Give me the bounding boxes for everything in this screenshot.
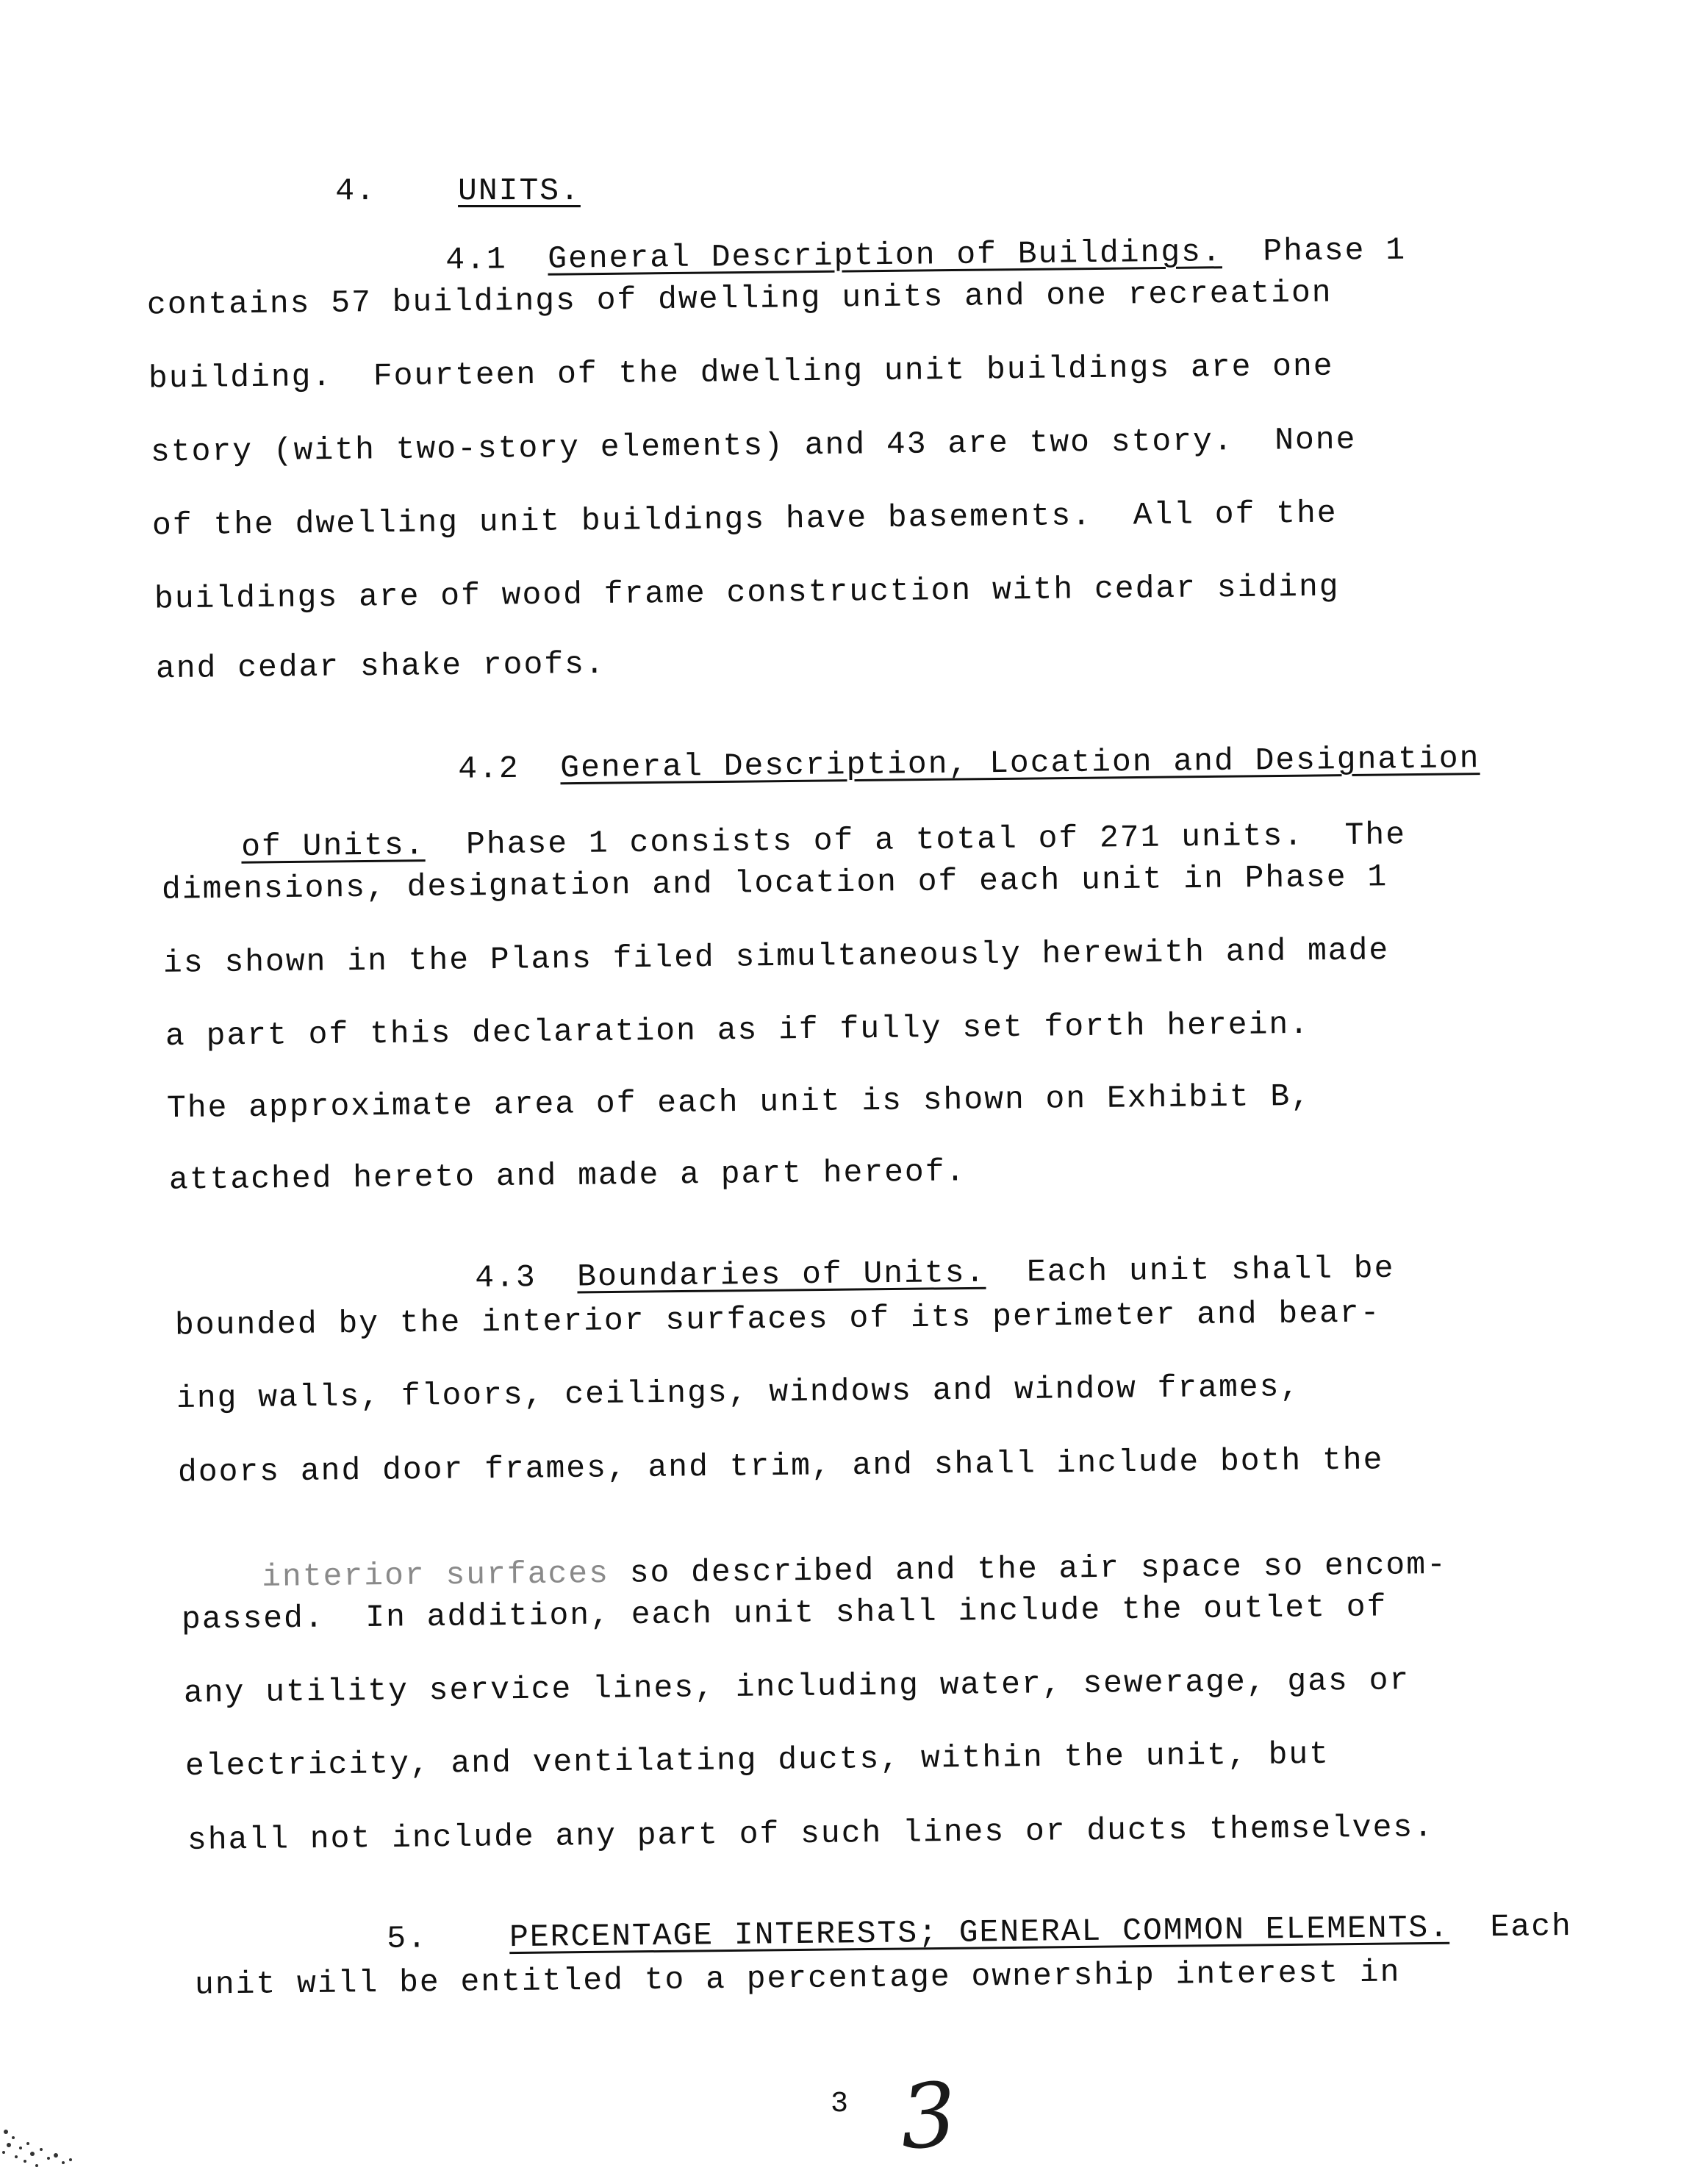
s42-second-tail: Phase 1 consists of a total of 271 units. The [425, 817, 1407, 864]
s42-title-part2: of Units. [241, 827, 426, 865]
paragraph-line: any utility service lines, including water, sewerage, gas or [183, 1662, 1410, 1711]
s42-title-part1: General Description, Location and Designation [560, 740, 1480, 787]
paragraph-line: The approximate area of each unit is shown on Exhibit B, [166, 1078, 1312, 1127]
paragraph-line: buildings are of wood frame construction with cedar siding [154, 568, 1340, 617]
s43-title: Boundaries of Units. [577, 1254, 986, 1295]
paragraph-line: building. Fourteen of the dwelling unit buildings are one [148, 348, 1334, 397]
faded-text: interior surfaces [262, 1555, 610, 1595]
section-5-title: PERCENTAGE INTERESTS; GENERAL COMMON ELEMENTS. [509, 1909, 1450, 1956]
paragraph-line: attached hereto and made a part hereof. [168, 1153, 967, 1198]
scan-smudge [0, 2117, 88, 2183]
paragraph-line: electricity, and ventilating ducts, within the unit, but [184, 1736, 1330, 1785]
paragraph-line: passed. In addition, each unit shall include the outlet of [181, 1589, 1388, 1638]
paragraph-line: is shown in the Plans filed simultaneously herewith and made [162, 932, 1390, 981]
s43-number: 4.3 [474, 1259, 537, 1296]
paragraph-line: a part of this declaration as if fully set forth herein. [165, 1006, 1311, 1055]
handwritten-page-number: 3 [897, 2063, 962, 2170]
section-5-first-tail: Each [1449, 1908, 1573, 1946]
paragraph-line: unit will be entitled to a percentage ownership interest in [194, 1954, 1401, 2003]
s41-number: 4.1 [445, 241, 507, 279]
paragraph-line: bounded by the interior surfaces of its perimeter and bear- [174, 1295, 1381, 1344]
paragraph-line: doors and door frames, and trim, and shall include both the [177, 1442, 1384, 1491]
s41-title: General Description of Buildings. [548, 234, 1223, 277]
section-4-number: 4. [335, 173, 376, 209]
paragraph-line: story (with two-story elements) and 43 are two story. None [150, 421, 1357, 470]
paragraph-line: contains 57 buildings of dwelling units and one recreation [146, 274, 1333, 323]
paragraph-line: dimensions, designation and location of each unit in Phase 1 [161, 859, 1388, 908]
faded-line-rest: so described and the air space so encom- [609, 1546, 1448, 1592]
page-number: 3 [831, 2088, 850, 2121]
paragraph-line: of the dwelling unit buildings have basements. All of the [151, 495, 1338, 544]
s42-number: 4.2 [457, 750, 520, 787]
section-5-number: 5. [387, 1920, 429, 1957]
paragraph-line: ing walls, floors, ceilings, windows and window frames, [176, 1368, 1301, 1417]
section-4-title: UNITS. [458, 173, 581, 209]
s43-first-tail: Each unit shall be [986, 1250, 1395, 1291]
s41-first-tail: Phase 1 [1222, 232, 1407, 271]
paragraph-line: shall not include any part of such lines or ducts themselves. [187, 1809, 1435, 1858]
paragraph-line: and cedar shake roofs. [155, 645, 606, 687]
